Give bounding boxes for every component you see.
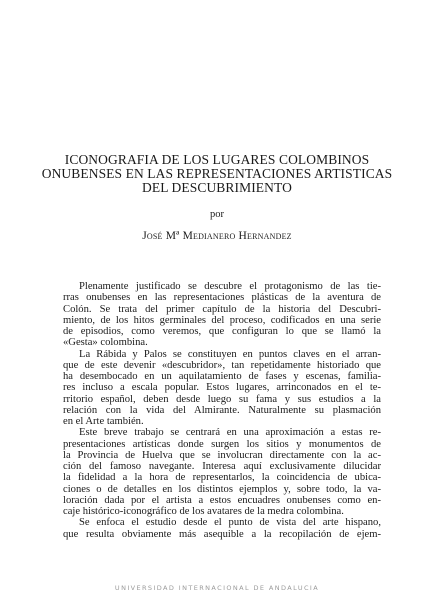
body-line: la fidelidad a la hora de representarlos, la coincidencia de ubica-: [63, 472, 381, 484]
body-line: la Provincia de Huelva que se involucran directamente con la ac-: [63, 449, 381, 461]
byline-por: por: [210, 209, 224, 220]
author-name: José Mª Medianero Hernandez: [142, 230, 292, 242]
body-line: de episodios, como veremos, que configuran lo que se llamó la: [63, 326, 381, 337]
body-line: «Gesta» colombina.: [63, 337, 148, 349]
title-line-3: DEL DESCUBRIMIENTO: [142, 180, 292, 195]
body-line: ciones o de detalles en los distintos ejemplos y, sobre todo, la va-: [63, 483, 381, 495]
body-line: Se enfoca el estudio desde el punto de vista del arte hispano,: [79, 517, 381, 529]
title-line-2: ONUBENSES EN LAS REPRESENTACIONES ARTISTICAS: [41, 166, 393, 181]
body-line: La Rábida y Palos se constituyen en puntos claves en el arran-: [79, 348, 381, 360]
body-line: ción del famoso navegante. Interesa aquí exclusivamente dilucidar: [63, 461, 381, 472]
footer-watermark: UNIVERSIDAD INTERNACIONAL DE ANDALUCIA: [114, 584, 320, 592]
body-line: rritorio español, deben desde luego su fama y sus estudios a la: [63, 393, 381, 405]
article-title: [40, 153, 394, 195]
body-line: Plenamente justificado se descubre el protagonismo de las tie-: [79, 281, 381, 292]
article-body: [63, 281, 381, 540]
body-line: rras onubenses en las representaciones plásticas de la aventura de: [63, 292, 381, 304]
body-line: que de este devenir «descubridor», tan repetidamente historiado que: [63, 359, 381, 371]
body-line: ha desembocado en un aquilatamiento de fases y escenas, familia-: [63, 371, 381, 382]
body-line: Este breve trabajo se centrará en una aproximación a estas re-: [79, 427, 381, 439]
body-line: loración dada por el artista a estos encuadres onubenses como en-: [63, 494, 381, 506]
body-line: caje histórico-iconográfico de los avatares de la medra colombina.: [63, 506, 344, 517]
title-line-1: ICONOGRAFIA DE LOS LUGARES COLOMBINOS: [64, 152, 370, 167]
body-line: miento, de los hitos germinales del proceso, codificados en una serie: [63, 314, 381, 326]
body-line: en el Arte también.: [63, 416, 144, 427]
body-line: res incluso a escala popular. Estos lugares, arrinconados en el te-: [63, 382, 381, 394]
body-line: relación con la vida del Almirante. Naturalmente su plasmación: [63, 404, 381, 416]
body-line: presentaciones artísticas donde surgen los sitios y monumentos de: [63, 438, 381, 450]
body-line: Colón. Se trata del primer capítulo de la historia del Descubri-: [63, 303, 381, 315]
body-line: que resulta obviamente más asequible a la recopilación de ejem-: [63, 528, 381, 540]
